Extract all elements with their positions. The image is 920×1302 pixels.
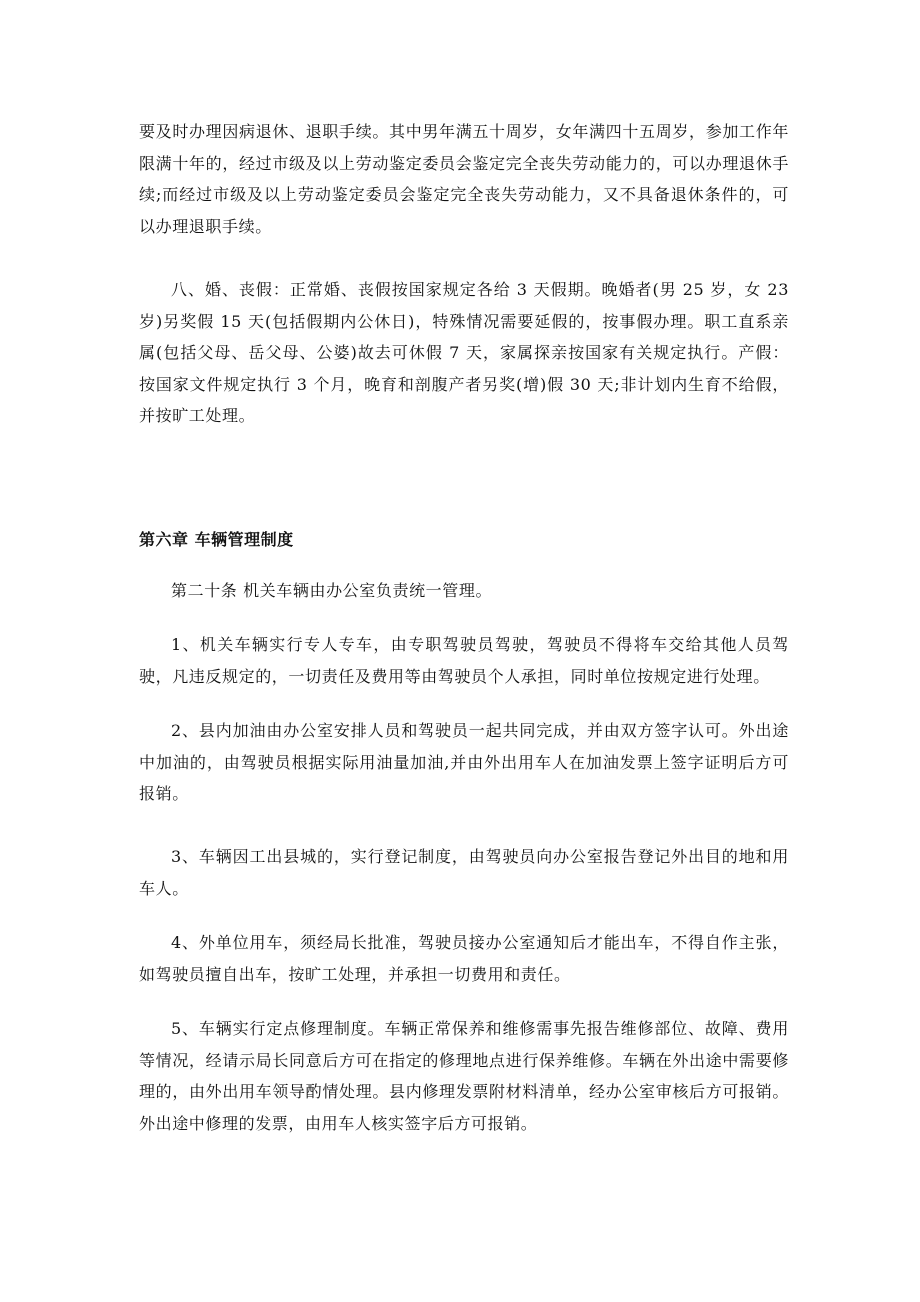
paragraph-item-1: 1、机关车辆实行专人专车，由专职驾驶员驾驶，驾驶员不得将车交给其他人员驾驶，凡违反规定的，一切责任及费用等由驾驶员个人承担，同时单位按规定进行处理。 — [139, 635, 789, 686]
paragraph-item-4: 4、外单位用车，须经局长批准，驾驶员接办公室通知后才能出车，不得自作主张，如驾驶员擅自出车，按旷工处理，并承担一切费用和责任。 — [139, 933, 789, 984]
paragraph-item-3: 3、车辆因工出县城的，实行登记制度，由驾驶员向办公室报告登记外出目的地和用车人。 — [139, 847, 789, 898]
paragraph-item-5: 5、车辆实行定点修理制度。车辆正常保养和维修需事先报告维修部位、故障、费用等情况，经请示局长同意后方可在指定的修理地点进行保养维修。车辆在外出途中需要修理的，由外出用车领导酌情处理。县内修理发票附材料清单，经办公室审核后方可报销。外出途中修理的发票，由用车人核实签字后方可报销。 — [139, 1019, 789, 1133]
paragraph-article-20: 第二十条 机关车辆由办公室负责统一管理。 — [171, 581, 493, 600]
paragraph-marriage-funeral-leave: 八、婚、丧假：正常婚、丧假按国家规定各给 3 天假期。晚婚者(男 25 岁，女 23 岁)另奖假 15 天(包括假期内公休日)，特殊情况需要延假的，按事假办理。职工直系亲属(包括父母、岳父母、公婆)故去可休假 7 天，家属探亲按国家有关规定执行。产假：按国家文件规定执行 3 个月，晚育和剖腹产者另奖(增)假 30 天;非计划内生育不给假，并按旷工处理。 — [139, 280, 789, 425]
paragraph-item-2: 2、县内加油由办公室安排人员和驾驶员一起共同完成，并由双方签字认可。外出途中加油的，由驾驶员根据实际用油量加油,并由外出用车人在加油发票上签字证明后方可报销。 — [139, 721, 789, 803]
chapter-heading: 第六章 车辆管理制度 — [139, 530, 294, 549]
paragraph-retirement: 要及时办理因病退休、退职手续。其中男年满五十周岁，女年满四十五周岁，参加工作年限满十年的，经过市级及以上劳动鉴定委员会鉴定完全丧失劳动能力的，可以办理退休手续;而经过市级及以上劳动鉴定委员会鉴定完全丧失劳动能力，又不具备退休条件的，可以办理退职手续。 — [139, 122, 789, 236]
